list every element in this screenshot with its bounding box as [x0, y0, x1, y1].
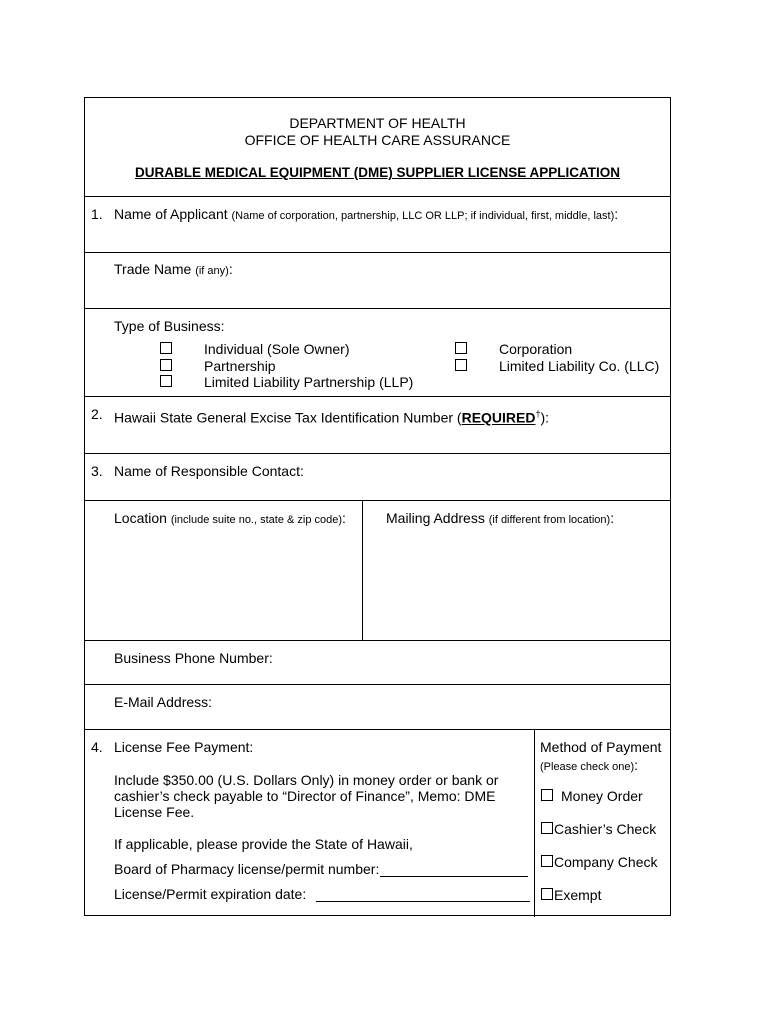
money-order-checkbox[interactable] — [541, 789, 553, 801]
corporation-option-label: Corporation — [499, 341, 573, 357]
tax-id-suffix: ): — [540, 409, 550, 426]
llp-option-label: Limited Liability Partnership (LLP) — [204, 374, 414, 390]
divider — [85, 500, 670, 501]
individual-option-label: Individual (Sole Owner) — [204, 341, 350, 357]
tax-id-field[interactable] — [114, 406, 549, 426]
fee-instructions-line3: License Fee. — [114, 804, 195, 820]
expiration-date-input-line[interactable] — [316, 901, 530, 902]
money-order-label: Money Order — [561, 788, 643, 804]
applicant-name-label: Name of Applicant — [114, 206, 228, 222]
applicable-note: If applicable, please provide the State of Hawaii, — [114, 836, 413, 852]
llc-option-label: Limited Liability Co. (LLC) — [499, 358, 660, 374]
location-field[interactable] — [114, 510, 346, 528]
business-type-label: Type of Business: — [114, 318, 225, 334]
application-form — [84, 97, 671, 916]
mailing-address-field[interactable] — [386, 510, 614, 528]
divider — [85, 684, 670, 685]
mailing-colon: : — [610, 510, 615, 526]
divider — [85, 396, 670, 397]
corporation-checkbox[interactable] — [455, 342, 467, 354]
applicant-name-field[interactable] — [114, 206, 618, 224]
company-check-label: Company Check — [554, 854, 658, 870]
tax-id-label: Hawaii State General Excise Tax Identification Number ( — [114, 409, 462, 426]
required-marker: REQUIRED — [461, 409, 536, 426]
pharmacy-license-label: Board of Pharmacy license/permit number: — [114, 861, 380, 877]
company-check-checkbox[interactable] — [541, 855, 553, 867]
partnership-checkbox[interactable] — [160, 359, 172, 371]
divider — [85, 308, 670, 309]
trade-name-hint: (if any) — [195, 265, 229, 277]
pharmacy-license-input-line[interactable] — [380, 876, 528, 877]
form-title: DURABLE MEDICAL EQUIPMENT (DME) SUPPLIER LICENSE APPLICATION — [134, 165, 621, 180]
payment-method-hint-wrap — [540, 757, 638, 775]
divider — [85, 252, 670, 253]
llc-checkbox[interactable] — [455, 359, 467, 371]
payment-column-divider — [534, 729, 535, 917]
fee-instructions-line1: Include $350.00 (U.S. Dollars Only) in money order or bank or — [114, 772, 499, 788]
individual-checkbox[interactable] — [160, 342, 172, 354]
trade-name-colon: : — [228, 261, 233, 277]
divider — [85, 453, 670, 454]
location-hint: (include suite no., state & zip code) — [170, 514, 343, 526]
section3-number: 3. — [91, 463, 103, 479]
payment-method-title: Method of Payment — [540, 739, 662, 755]
divider — [85, 729, 670, 730]
payment-method-colon: : — [634, 757, 639, 773]
cashiers-check-checkbox[interactable] — [541, 822, 553, 834]
email-address-label[interactable]: E-Mail Address: — [114, 694, 213, 710]
fee-instructions-line2: cashier’s check payable to “Director of Finance”, Memo: DME — [114, 788, 496, 804]
location-label: Location — [114, 510, 167, 526]
department-heading: DEPARTMENT OF HEALTH — [289, 115, 466, 131]
divider — [85, 640, 670, 641]
section2-number: 2. — [91, 406, 103, 422]
divider — [85, 196, 670, 197]
exempt-checkbox[interactable] — [541, 888, 553, 900]
trade-name-label: Trade Name — [114, 261, 192, 277]
cashiers-check-label: Cashier’s Check — [554, 821, 657, 837]
dagger-mark: † — [535, 409, 541, 419]
partnership-option-label: Partnership — [204, 358, 276, 374]
llp-checkbox[interactable] — [160, 375, 172, 387]
mailing-label: Mailing Address — [386, 510, 485, 526]
section4-number: 4. — [91, 739, 103, 755]
trade-name-field[interactable] — [114, 261, 233, 279]
license-fee-label: License Fee Payment: — [114, 739, 254, 755]
responsible-contact-label[interactable]: Name of Responsible Contact: — [114, 463, 304, 479]
applicant-name-colon: : — [614, 206, 619, 222]
office-heading: OFFICE OF HEALTH CARE ASSURANCE — [244, 132, 511, 148]
mailing-hint: (if different from location) — [488, 514, 611, 526]
expiration-date-label: License/Permit expiration date: — [114, 886, 307, 902]
section1-number: 1. — [91, 206, 103, 222]
location-colon: : — [342, 510, 346, 526]
business-phone-label[interactable]: Business Phone Number: — [114, 650, 273, 666]
exempt-label: Exempt — [554, 887, 602, 903]
payment-method-hint: (Please check one) — [540, 761, 635, 773]
column-divider — [362, 500, 363, 640]
applicant-name-hint: (Name of corporation, partnership, LLC OR LLP; if individual, first, middle, last) — [231, 210, 615, 222]
